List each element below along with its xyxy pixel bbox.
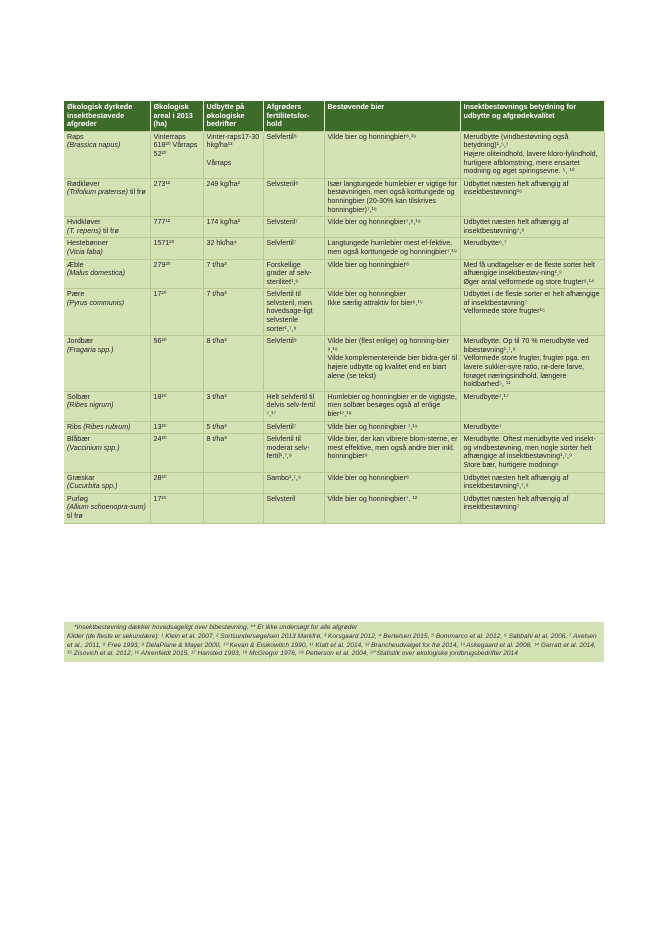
crop-name: Jordbær [67,337,94,346]
crop-pollination-table [64,101,605,524]
cell-yield: 5 t/ha³ [203,421,263,434]
crop-name: Hestebønner [67,239,109,248]
crop-name: Solbær [67,392,90,401]
cell-area: 56²⁰ [150,336,203,392]
cell-bees: Vilde bier og honningbier⁸,¹⁹ [324,131,460,178]
cell-fertility: Selvsteril⁷ [263,217,324,238]
cell-area: 28²⁰ [150,472,203,493]
cell-crop [64,391,150,421]
table-row [64,131,604,178]
cell-importance: Med få undtagelser er de fleste sorter helt afhængige insektbestøv-ning¹,⁹ Øger antal velformede og store frugter⁶,¹⁴ [460,259,604,289]
cell-area: 17²⁰ [150,289,203,336]
crop-latin-name: (Trifolium pratense) [67,188,128,197]
cell-bees: Vilde bier og honningbier ⁷,¹⁹ [324,421,460,434]
crop-name: Blåbær [67,435,90,444]
cell-yield: 7 t/ha³ [203,259,263,289]
cell-importance: Udbyttet næsten helt afhængig af insektbestøvning¹,⁷,⁹ [460,472,604,493]
crop-name: Ribs [67,422,82,431]
crop-latin-name: (T. repens) [67,226,102,235]
crop-name: Raps [67,132,84,141]
cell-fertility: Selvsteril⁸ [263,178,324,216]
sources-text: Kilder (de fleste er sekundære): ¹ Klein et al. 2007, ² Sortsundersøgelsen 2013 Markfrø, ³ Korsgaard 2012, ⁴ Bertelsen 2015, ⁵ Bommarco et al. 2012, ⁶ Sabbahi et al. 2006, ⁷ Axelsen et al., 2011, ⁸ Free 1993, ⁹ DelaPlane & Mayer 2000, ¹⁰ Kevan & Eisikowitch 1990, ¹¹ Klatt et al. 2014, ¹² Brancheudvalget for frø 2014, ¹³ Askegaard et al. 2008, ¹⁴ Garratt et al. 2014, ¹⁵ Zisovich et al. 2012, ¹⁶ Ahrenfeldt 2015, ¹⁷ Hansted 1993, ¹⁸ McGregor 1976, ¹⁹ Petterson et al. 2004, ²⁰ Statistik over økologiske jordbrugsbedrifter 2014 [67,632,597,658]
crop-name: Pære [67,290,85,299]
header-fertility: Afgrøders fertilitetsfor-hold [263,101,324,131]
cell-area: 18²⁰ [150,391,203,421]
cell-area: 13²⁰ [150,421,203,434]
header-importance: Insektbestøvnings betydning for udbytte og afgrødekvalitet [460,101,604,131]
table-row [64,421,604,434]
cell-fertility: Selvfertil⁸ [263,131,324,178]
cell-fertility: Selvfertil⁷ [263,238,324,259]
cell-area: 273¹² [150,178,203,216]
crop-latin-name: (Malus domestica) [67,269,125,278]
cell-bees: Vilde bier og honningbier⁷, ¹² [324,493,460,523]
header-crop: Økologisk dyrkede insektbestøvede afgrøder [64,101,150,131]
crop-latin-name: (Vaccinium spp.) [67,443,120,452]
cell-yield: 249 kg/ha² [203,178,263,216]
cell-yield [203,472,263,493]
crop-suffix: til frø [67,511,83,520]
header-yield: Udbytte på økologiske bedrifter [203,101,263,131]
cell-importance: Merudbytte⁷ [460,421,604,434]
cell-bees: Vilde bier og honningbier⁷,⁸,¹⁹ [324,217,460,238]
table-row [64,217,604,238]
cell-bees: Vilde bier, der kan vibrere blom-sterne, er mest effektive, men også andre bier inkl. honningbier⁹ [324,434,460,472]
cell-bees: Vilde bier og honningbier Ikke særlig attraktiv for bier⁶,¹⁵ [324,289,460,336]
cell-yield: 8 t/ha³ [203,434,263,472]
cell-area: 777¹² [150,217,203,238]
cell-importance: Udbyttet næsten helt afhængig af insektbestøvning⁷ [460,493,604,523]
cell-area: 17²⁰ [150,493,203,523]
cell-crop [64,178,150,216]
crop-latin-name: (Fragaria spp.) [67,345,114,354]
table-row [64,336,604,392]
crop-latin-name: (Pyrus communis) [67,298,125,307]
cell-area: 24²⁰ [150,434,203,472]
cell-crop [64,493,150,523]
cell-yield: Vinter-raps17-30 hkg/ha¹³ Vårraps [203,131,263,178]
table-body [64,131,604,523]
cell-yield [203,493,263,523]
cell-area: 1571²⁰ [150,238,203,259]
cell-crop [64,421,150,434]
crop-name: Hvidkløver [67,218,101,227]
table-row [64,391,604,421]
header-area: Økologisk areal i 2013 (ha) [150,101,203,131]
cell-bees: Vilde bier (flest enlige) og honning-bier ⁹,¹⁶ Vilde komplementerende bier bidra-ger til højere udbytte og kvalitet end en biart alene (se tekst) [324,336,460,392]
cell-fertility: Forskellige grader af selv-sterilitet¹,⁹ [263,259,324,289]
crop-name: Rødkløver [67,179,100,188]
crop-latin-name: (Brassica napus) [67,141,121,150]
crop-latin-name: (Ribes rubrum) [83,422,131,431]
cell-bees: Langtungede humlebier mest ef-fektive, men også korttungede og honningbier⁷,¹⁹ [324,238,460,259]
cell-crop [64,472,150,493]
table-header-row [64,101,604,131]
table-notes [64,622,604,662]
cell-fertility: Sambo¹,⁷,⁹ [263,472,324,493]
table-row [64,434,604,472]
cell-bees: Vilde bier og honningbier⁸ [324,259,460,289]
crop-suffix: til frø [101,226,119,235]
header-bees: Bestøvende bier [324,101,460,131]
cell-crop [64,289,150,336]
footnote-text: *Insektbestøvning dækker hovedsageligt over bibestøvning, ** Er ikke undersøgt for alle afgrøder [74,624,358,631]
cell-yield: 174 kg/ha² [203,217,263,238]
table-row [64,259,604,289]
cell-importance: Merudbytte⁷,¹⁷ [460,391,604,421]
cell-yield: 7 t/ha³ [203,289,263,336]
cell-importance: Udbyttet næsten helt afhængig af insektbestøvning⁷,⁹ [460,217,604,238]
cell-crop [64,217,150,238]
cell-importance: Merudbytte⁶,⁷ [460,238,604,259]
cell-fertility: Selvfertil til selvsteril, men hovedsage-ligt selvsterile sorter¹,⁷,⁹ [263,289,324,336]
cell-bees: Vilde bier og honningbier⁸ [324,472,460,493]
crop-latin-name: (Ribes nigrum) [67,401,114,410]
table-row [64,289,604,336]
table-row [64,238,604,259]
cell-crop [64,131,150,178]
table-row [64,493,604,523]
crop-latin-name: (Allium schoenopra-sum) [67,503,146,512]
crop-latin-name: (Vicia faba) [67,247,103,256]
cell-importance: Udbyttet i de fleste sorter er helt afhængige af insektbestøvning⁷ Velformede store frugter¹⁵ [460,289,604,336]
cell-fertility: Helt selvfertil til delvis selv-fertil ⁷,¹⁷ [263,391,324,421]
cell-area: Vinterraps 618²⁰ Vårraps 52²⁰ [150,131,203,178]
cell-fertility: Selvsteril [263,493,324,523]
cell-area: 279²⁰ [150,259,203,289]
crop-name: Purløg [67,494,88,503]
cell-yield: 32 hk/ha⁴ [203,238,263,259]
cell-fertility: Selvfertil⁸ [263,336,324,392]
cell-bees: Humlebier og honningbier er de vigtigste, men solbær besøges også af enlige bier¹⁷,¹⁸ [324,391,460,421]
cell-crop [64,434,150,472]
cell-importance: Merudbytte (vindbestøvning også betydning)¹,⁵,⁷ Højere oliteindhold, lavere kloro-fylindhold, hurtigere afblomstring, mere ensartet modning og øget spiringsevne. ⁵, ¹⁰ [460,131,604,178]
cell-fertility: Selvfertil⁷ [263,421,324,434]
cell-crop [64,238,150,259]
cell-fertility: Selvfertil til moderat selv-fertil¹,⁷,⁹ [263,434,324,472]
crop-name: Græskar [67,473,95,482]
table-row [64,178,604,216]
cell-crop [64,336,150,392]
cell-importance: Udbyttet næsten helt afhængig af insektbestøvning¹⁶ [460,178,604,216]
cell-crop [64,259,150,289]
cell-yield: 8 t/ha³ [203,336,263,392]
cell-importance: Merudbytte. Op til 70 % merudbytte ved bibestøvning¹,⁷,⁹ Velformede store frugter, frugter pga. en lavere sukker-syre ratio, rø-dere farve, forøget næringsindhold, længere holdbarhed⁵, ¹¹ [460,336,604,392]
cell-importance: Merudbytte. Oftest merudbytte ved insekt- og vindbestøvning, men nogle sorter helt afhængige af insektbestøvning¹,⁷,⁹ Store bær, hurtigere modning⁹ [460,434,604,472]
crop-name: Æble [67,260,84,269]
cell-bees: Især langtungede humlebier er vigtige for bestøvningen, men også korttungede og honningbier (20-30% kan tilskrives honningbier)⁷,¹⁶ [324,178,460,216]
crop-latin-name: (Cucurbita spp.) [67,482,118,491]
cell-yield: 3 t/ha³ [203,391,263,421]
table-row [64,472,604,493]
crop-suffix: til frø [127,188,146,197]
